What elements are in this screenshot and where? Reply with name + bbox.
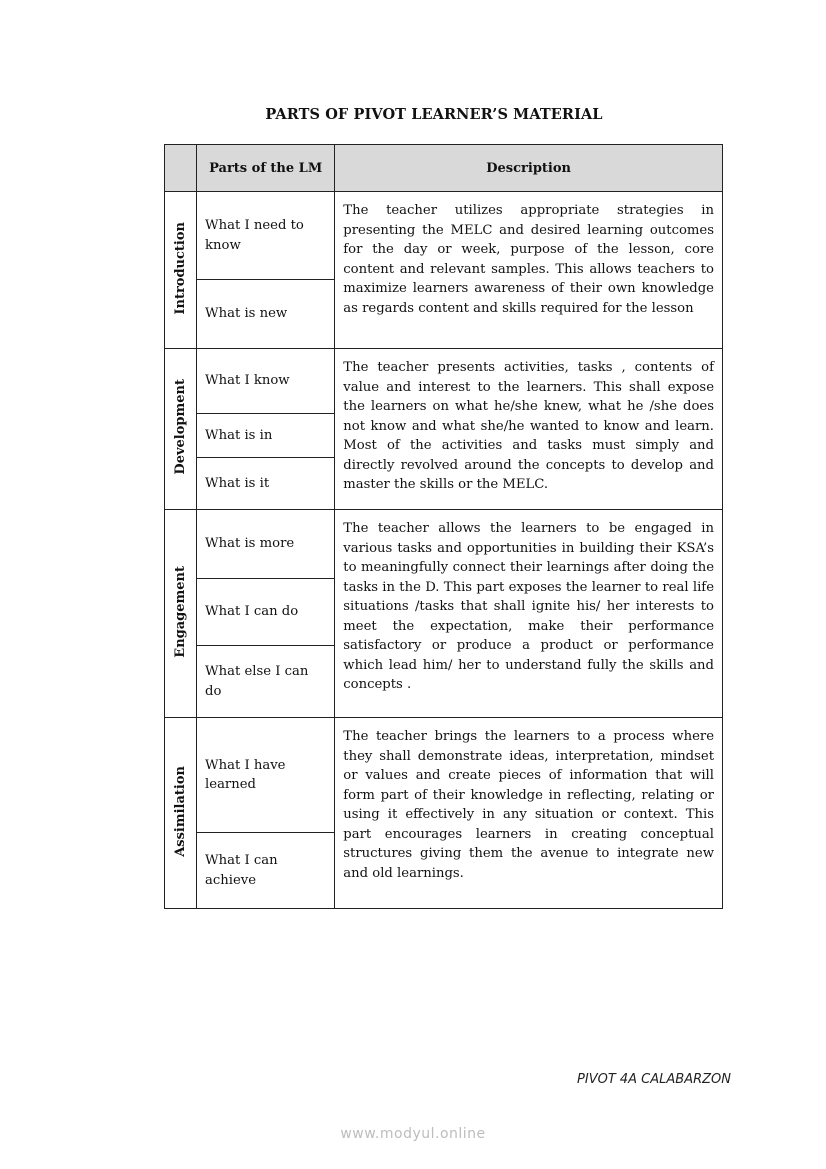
phase-introduction: Introduction — [165, 192, 197, 349]
table-row — [165, 510, 723, 579]
description-engagement: The teacher allows the learners to be engaged in various tasks and opportunities in building their KSA’s to meaningfully connect their learnings after doing the tasks in the D. This part exposes the learner to real life situations /tasks that shall ignite his/ her interests to meet the expectation, make their performance satisfactory or produce a product or performance which lead him/ her to understand fully the skills and concepts . — [335, 510, 723, 718]
part-what-i-can-do: What I can do — [197, 579, 335, 646]
table-row — [165, 349, 723, 414]
phase-development: Development — [165, 349, 197, 510]
document-title: PARTS OF PIVOT LEARNER’S MATERIAL — [265, 106, 603, 123]
description-assimilation: The teacher brings the learners to a process where they shall demonstrate ideas, interpretation, mindset or values and create pieces of information that will form part of their knowledge in reflecting, relating or using it effectively in any situation or context. This part encourages learners in creating conceptual structures giving them the avenue to integrate new and old learnings. — [335, 718, 723, 909]
lm-parts-table — [164, 144, 723, 909]
part-what-is-new: What is new — [197, 280, 335, 349]
header-phase — [165, 145, 197, 192]
part-what-is-more: What is more — [197, 510, 335, 579]
watermark: www.modyul.online — [340, 1126, 486, 1142]
description-development: The teacher presents activities, tasks , contents of value and interest to the learners. This shall expose the learners on what he/she knew, what he /she does not know and what she/he wanted to know and learn. Most of the activities and tasks must simply and directly revolved around the concepts to develop and master the skills or the MELC. — [335, 349, 723, 510]
header-description: Description — [335, 145, 723, 192]
footer-label: PIVOT 4A CALABARZON — [577, 1072, 731, 1087]
table-header-row — [165, 145, 723, 192]
part-what-is-in: What is in — [197, 414, 335, 458]
phase-engagement: Engagement — [165, 510, 197, 718]
part-what-i-can-achieve: What I can achieve — [197, 833, 335, 909]
part-what-i-have-learned: What I have learned — [197, 718, 335, 833]
part-what-i-know: What I know — [197, 349, 335, 414]
phase-assimilation: Assimilation — [165, 718, 197, 909]
table-row — [165, 718, 723, 833]
part-what-i-need-to-know: What I need to know — [197, 192, 335, 280]
table-row — [165, 192, 723, 280]
header-parts: Parts of the LM — [197, 145, 335, 192]
part-what-is-it: What is it — [197, 458, 335, 510]
description-introduction: The teacher utilizes appropriate strategies in presenting the MELC and desired learning outcomes for the day or week, purpose of the lesson, core content and relevant samples. This allows teachers to maximize learners awareness of their own knowledge as regards content and skills required for the lesson — [335, 192, 723, 349]
part-what-else-i-can-do: What else I can do — [197, 646, 335, 718]
